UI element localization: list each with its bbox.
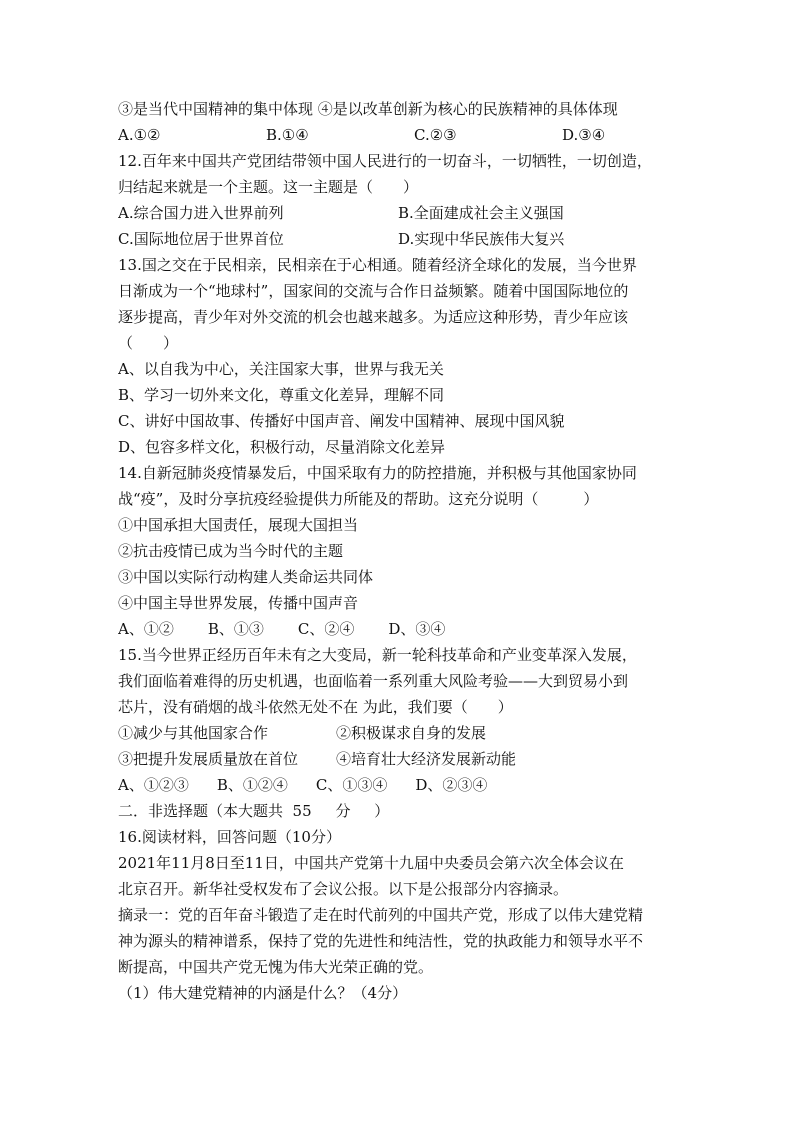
q15-stem-line2: 我们面临着难得的历史机遇，也面临着一系列重大风险考验——大到贸易小到 <box>118 672 629 690</box>
q14-statement-4: ④中国主导世界发展，传播中国声音 <box>118 594 359 612</box>
q16-subquestion-1: （1）伟大建党精神的内涵是什么？（4分） <box>118 984 408 1002</box>
q13-stem-line2: 日渐成为一个“地球村”，国家间的交流与合作日益频繁。随着中国国际地位的 <box>118 282 629 300</box>
q15-option-d: D、②③④ <box>415 776 488 794</box>
q12-option-a: A.综合国力进入世界前列 <box>118 204 284 222</box>
q13-option-d: D、包容多样文化，积极行动，尽量消除文化差异 <box>118 438 446 456</box>
q16-excerpt-line2: 神为源头的精神谱系，保持了党的先进性和纯洁性，党的执政能力和领导水平不 <box>118 932 644 950</box>
section2-title: 二．非选择题（本大题共 55 分 ） <box>118 802 390 820</box>
q13-option-b: B、学习一切外来文化，尊重文化差异，理解不同 <box>118 386 445 404</box>
q11-option-c: C.②③ <box>414 126 457 144</box>
q15-statement-2: ②积极谋求自身的发展 <box>336 724 487 742</box>
q11-option-a: A.①② <box>118 126 161 144</box>
q15-statements-row1 <box>118 720 678 746</box>
q12-option-c: C.国际地位居于世界首位 <box>118 230 284 248</box>
q15-statement-1: ①减少与其他国家合作 <box>118 724 269 742</box>
page-content <box>118 96 678 1006</box>
q15-statement-4: ④培育壮大经济发展新动能 <box>336 750 517 768</box>
q13-stem-line4: （ ） <box>118 334 179 352</box>
q14-statement-3: ③中国以实际行动构建人类命运共同体 <box>118 568 374 586</box>
q15-option-a: A、①②③ <box>118 776 189 794</box>
q15-stem-line3: 芯片，没有硝烟的战斗依然无处不在 为此，我们要（ ） <box>118 698 513 716</box>
q12-stem-line1: 12.百年来中国共产党团结带领中国人民进行的一切奋斗，一切牺牲，一切创造， <box>118 152 652 170</box>
q16-para-line1: 2021年11月8日至11日，中国共产党第十九届中央委员会第六次全体会议在 <box>118 854 624 872</box>
q16-excerpt-line1: 摘录一：党的百年奋斗锻造了走在时代前列的中国共产党，形成了以伟大建党精 <box>118 906 644 924</box>
q13-option-c: C、讲好中国故事、传播好中国声音、阐发中国精神、展现中国风貌 <box>118 412 565 430</box>
q16-para-line2: 北京召开。新华社受权发布了会议公报。以下是公报部分内容摘录。 <box>118 880 569 898</box>
q12-option-d: D.实现中华民族伟大复兴 <box>398 230 565 248</box>
q15-option-c: C、①③④ <box>315 776 388 794</box>
q11-option-b: B.①④ <box>266 126 309 144</box>
q11-option-d: D.③④ <box>562 126 606 144</box>
q14-option-d: D、③④ <box>388 620 446 638</box>
q13-stem-line1: 13.国之交在于民相亲，民相亲在于心相通。随着经济全球化的发展，当今世界 <box>118 256 637 274</box>
q16-title: 16.阅读材料，回答问题（10分） <box>118 828 341 846</box>
q15-stem-line1: 15.当今世界正经历百年未有之大变局，新一轮科技革命和产业变革深入发展， <box>118 646 637 664</box>
q14-statement-2: ②抗击疫情已成为当今时代的主题 <box>118 542 344 560</box>
q14-options <box>118 616 678 642</box>
q14-option-a: A、①② <box>118 620 174 638</box>
q12-options-row2 <box>118 226 678 252</box>
q16-excerpt-line3: 断提高，中国共产党无愧为伟大光荣正确的党。 <box>118 958 434 976</box>
q14-option-c: C、②④ <box>297 620 355 638</box>
q14-statement-1: ①中国承担大国责任，展现大国担当 <box>118 516 359 534</box>
q15-statements-row2 <box>118 746 678 772</box>
q12-option-b: B.全面建成社会主义强国 <box>398 204 564 222</box>
q13-option-a: A、以自我为中心，关注国家大事，世界与我无关 <box>118 360 444 378</box>
q15-statement-3: ③把提升发展质量放在首位 <box>118 750 299 768</box>
q11-options <box>118 122 678 148</box>
q15-options <box>118 772 678 798</box>
q13-stem-line3: 逐步提高，青少年对外交流的机会也越来越多。为适应这种形势，青少年应该 <box>118 308 629 326</box>
q12-stem-line2: 归结起来就是一个主题。这一主题是（ ） <box>118 178 419 196</box>
q15-option-b: B、①②④ <box>216 776 288 794</box>
q14-option-b: B、①③ <box>207 620 264 638</box>
q14-stem-line1: 14.自新冠肺炎疫情暴发后，中国采取有力的防控措施，并积极与其他国家协同 <box>118 464 637 482</box>
q14-stem-line2: 战“疫”，及时分享抗疫经验提供力所能及的帮助。这充分说明（ ） <box>118 490 599 508</box>
q11-statement: ③是当代中国精神的集中体现 ④是以改革创新为核心的民族精神的具体体现 <box>118 100 618 118</box>
q12-options-row1 <box>118 200 678 226</box>
